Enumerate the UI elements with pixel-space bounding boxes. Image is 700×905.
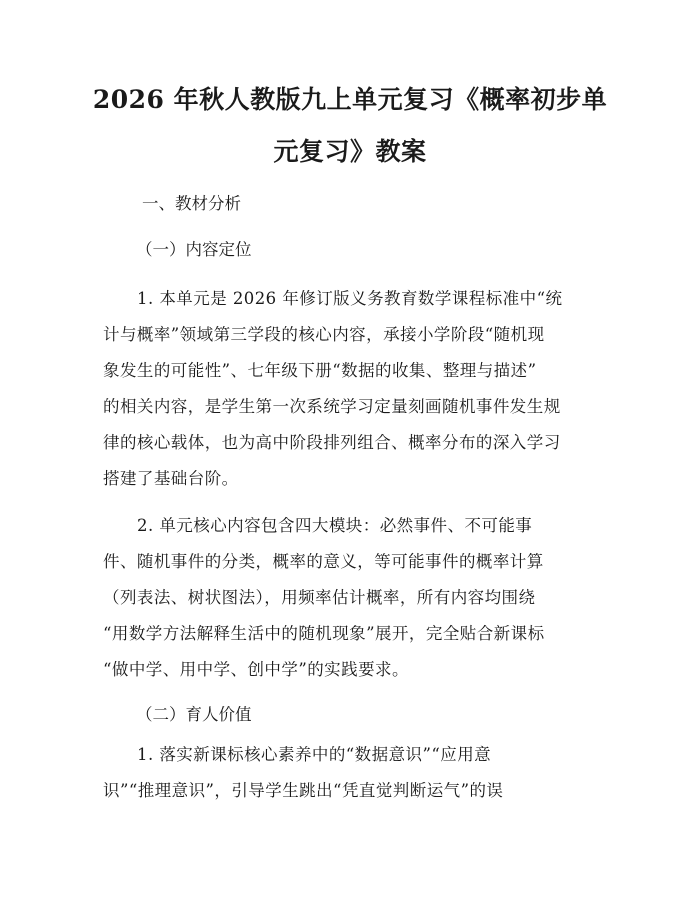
document-title (90, 74, 610, 178)
paragraph-line: 律的核心载体，也为高中阶段排列组合、概率分布的深入学习 (103, 433, 561, 452)
title-line-1: 2026 年秋人教版九上单元复习《概率初步单 (92, 85, 608, 114)
title-line-2: 元复习》教案 (273, 137, 427, 166)
paragraph-line: “做中学、用中学、创中学”的实践要求。 (103, 660, 409, 679)
paragraph-line: 1. 本单元是 2026 年修订版义务教育数学课程标准中“统 (137, 289, 563, 308)
subsection-heading-educational-value: （二）育人价值 (136, 705, 252, 724)
paragraph-line: 件、随机事件的分类，概率的意义，等可能事件的概率计算 (103, 552, 544, 571)
paragraph-line: （列表法、树状图法），用频率估计概率，所有内容均围绕 (103, 588, 536, 607)
section-heading-textbook-analysis: 一、教材分析 (142, 194, 241, 213)
paragraph-line: 识”“推理意识”，引导学生跳出“凭直觉判断运气”的误 (103, 781, 504, 800)
paragraph-line: 搭建了基础台阶。 (103, 469, 239, 488)
paragraph-line: 象发生的可能性”、七年级下册“数据的收集、整理与描述” (103, 361, 537, 380)
paragraph-1 (103, 281, 613, 497)
paragraph-2 (103, 508, 613, 688)
paragraph-line: 1. 落实新课标核心素养中的“数据意识”“应用意 (137, 745, 492, 764)
paragraph-line: 计与概率”领域第三学段的核心内容，承接小学阶段“随机现 (103, 325, 545, 344)
paragraph-3 (103, 737, 613, 809)
paragraph-line: 的相关内容，是学生第一次系统学习定量刻画随机事件发生规 (103, 397, 561, 416)
subsection-heading-content-positioning: （一）内容定位 (136, 240, 252, 259)
paragraph-line: “用数学方法解释生活中的随机现象”展开，完全贴合新课标 (103, 624, 545, 643)
paragraph-line: 2. 单元核心内容包含四大模块：必然事件、不可能事 (137, 516, 533, 535)
